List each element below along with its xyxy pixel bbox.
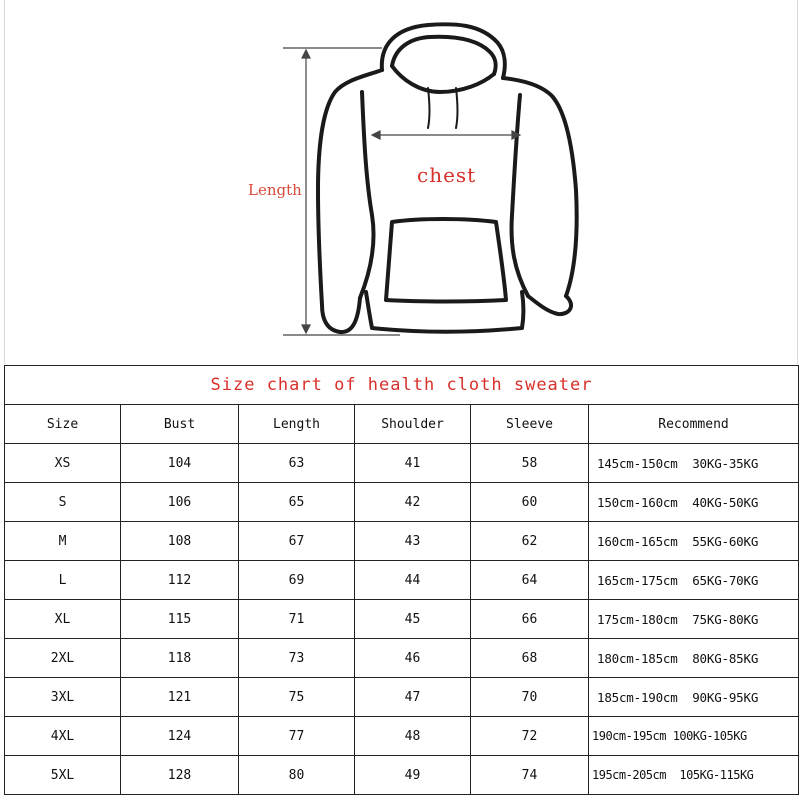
cell-recommend: 195cm-205cm 105KG-115KG [589, 756, 799, 795]
table-row [5, 600, 799, 639]
size-chart-table [4, 365, 799, 795]
cell-bust: 121 [121, 678, 239, 717]
cell-sleeve: 66 [471, 600, 589, 639]
cell-recommend: 165cm-175cm 65KG-70KG [589, 561, 799, 600]
cell-shoulder: 47 [355, 678, 471, 717]
cell-size: 5XL [5, 756, 121, 795]
hoodie-figure [0, 0, 800, 365]
cell-sleeve: 58 [471, 444, 589, 483]
cell-length: 63 [239, 444, 355, 483]
cell-recommend: 175cm-180cm 75KG-80KG [589, 600, 799, 639]
cell-size: 3XL [5, 678, 121, 717]
table-row [5, 483, 799, 522]
cell-shoulder: 45 [355, 600, 471, 639]
cell-bust: 118 [121, 639, 239, 678]
cell-sleeve: 60 [471, 483, 589, 522]
header-shoulder: Shoulder [355, 405, 471, 444]
cell-length: 69 [239, 561, 355, 600]
cell-recommend: 185cm-190cm 90KG-95KG [589, 678, 799, 717]
size-chart-table-wrapper [4, 365, 798, 795]
cell-recommend: 190cm-195cm 100KG-105KG [589, 717, 799, 756]
cell-length: 71 [239, 600, 355, 639]
cell-recommend: 180cm-185cm 80KG-85KG [589, 639, 799, 678]
cell-size: M [5, 522, 121, 561]
cell-size: XS [5, 444, 121, 483]
header-length: Length [239, 405, 355, 444]
cell-sleeve: 64 [471, 561, 589, 600]
cell-length: 75 [239, 678, 355, 717]
cell-size: XL [5, 600, 121, 639]
header-bust: Bust [121, 405, 239, 444]
table-header-row [5, 405, 799, 444]
header-sleeve: Sleeve [471, 405, 589, 444]
cell-length: 67 [239, 522, 355, 561]
cell-shoulder: 43 [355, 522, 471, 561]
cell-sleeve: 68 [471, 639, 589, 678]
cell-shoulder: 48 [355, 717, 471, 756]
chest-label: chest [417, 163, 477, 187]
cell-sleeve: 70 [471, 678, 589, 717]
cell-length: 80 [239, 756, 355, 795]
table-row [5, 756, 799, 795]
table-row [5, 444, 799, 483]
cell-shoulder: 44 [355, 561, 471, 600]
cell-bust: 128 [121, 756, 239, 795]
cell-bust: 106 [121, 483, 239, 522]
cell-sleeve: 74 [471, 756, 589, 795]
cell-recommend: 150cm-160cm 40KG-50KG [589, 483, 799, 522]
cell-shoulder: 42 [355, 483, 471, 522]
table-title: Size chart of health cloth sweater [5, 366, 799, 405]
cell-size: L [5, 561, 121, 600]
cell-bust: 112 [121, 561, 239, 600]
header-size: Size [5, 405, 121, 444]
cell-sleeve: 62 [471, 522, 589, 561]
cell-bust: 115 [121, 600, 239, 639]
hoodie-outline-illustration [0, 0, 800, 365]
cell-size: S [5, 483, 121, 522]
cell-recommend: 145cm-150cm 30KG-35KG [589, 444, 799, 483]
cell-length: 77 [239, 717, 355, 756]
cell-size: 4XL [5, 717, 121, 756]
cell-recommend: 160cm-165cm 55KG-60KG [589, 522, 799, 561]
cell-bust: 104 [121, 444, 239, 483]
cell-length: 65 [239, 483, 355, 522]
header-recommend: Recommend [589, 405, 799, 444]
cell-shoulder: 41 [355, 444, 471, 483]
table-row [5, 717, 799, 756]
table-row [5, 522, 799, 561]
table-row [5, 561, 799, 600]
cell-size: 2XL [5, 639, 121, 678]
cell-sleeve: 72 [471, 717, 589, 756]
cell-bust: 124 [121, 717, 239, 756]
cell-bust: 108 [121, 522, 239, 561]
cell-shoulder: 49 [355, 756, 471, 795]
cell-length: 73 [239, 639, 355, 678]
cell-shoulder: 46 [355, 639, 471, 678]
table-row [5, 678, 799, 717]
length-label: Length [248, 181, 302, 199]
table-row [5, 639, 799, 678]
